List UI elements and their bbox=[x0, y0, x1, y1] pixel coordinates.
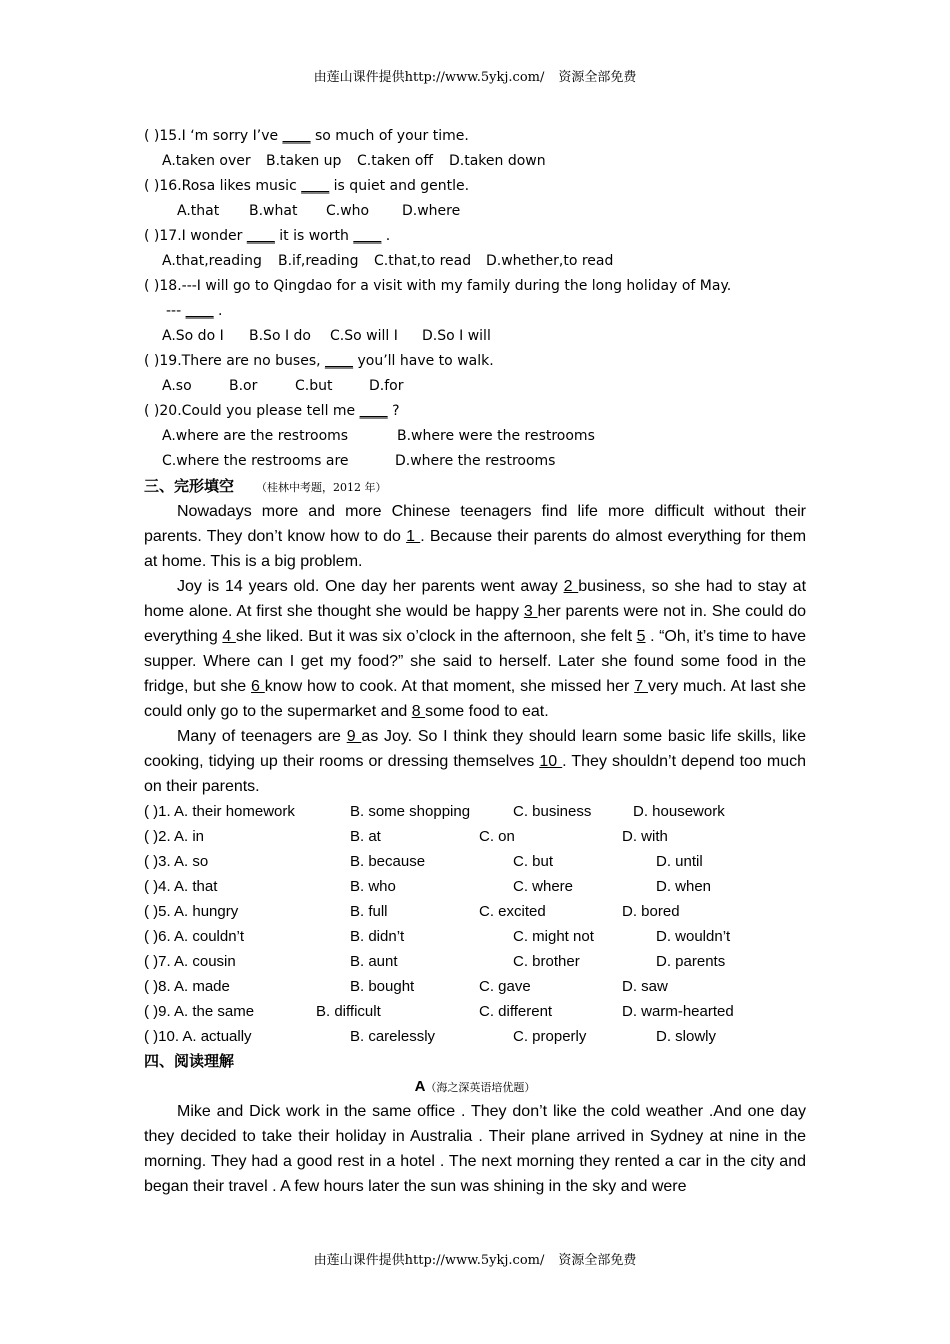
option-c: C.that,to read bbox=[374, 253, 472, 269]
cloze-paragraph-2 bbox=[144, 574, 806, 724]
option-c: C. gave bbox=[479, 978, 531, 995]
option-c: C. different bbox=[479, 1003, 553, 1020]
cloze-paragraph-1 bbox=[144, 499, 806, 574]
answer-blank: ____ bbox=[325, 353, 354, 369]
option-c: C. business bbox=[513, 803, 592, 820]
option-a: ( )9. A. the same bbox=[144, 1003, 255, 1020]
cloze-option-row-3 bbox=[144, 849, 806, 874]
option-a: ( )3. A. so bbox=[144, 853, 209, 870]
option-b: B.taken up bbox=[266, 153, 342, 169]
option-d: D.where bbox=[402, 203, 461, 219]
cloze-paragraph-3 bbox=[144, 724, 806, 799]
option-d: D. slowly bbox=[656, 1028, 717, 1045]
cloze-blank: 9 bbox=[346, 728, 362, 745]
cloze-blank: 3 bbox=[523, 603, 538, 620]
answer-blank: ____ bbox=[246, 228, 275, 244]
question-19 bbox=[144, 349, 806, 374]
option-c: C. but bbox=[513, 853, 554, 870]
question-stem: ( )15.I ‘m sorry I’ve bbox=[144, 128, 283, 144]
cloze-option-row-2 bbox=[144, 824, 806, 849]
option-d: D. parents bbox=[656, 953, 726, 970]
option-d: D.So I will bbox=[422, 328, 491, 344]
option-b: B. full bbox=[350, 903, 388, 920]
option-b: B. who bbox=[350, 878, 396, 895]
option-b: B.So I do bbox=[249, 328, 311, 344]
option-d: D.where the restrooms bbox=[395, 453, 556, 469]
option-c: C.who bbox=[326, 203, 370, 219]
cloze-option-row-10 bbox=[144, 1024, 806, 1049]
question-20-options-cd bbox=[144, 449, 806, 474]
question-20 bbox=[144, 399, 806, 424]
cloze-blank: 8 bbox=[411, 703, 426, 720]
cloze-blank: 4 bbox=[222, 628, 236, 645]
option-c: C. properly bbox=[513, 1028, 587, 1045]
worksheet-content bbox=[144, 124, 806, 1199]
option-b: B.where were the restrooms bbox=[397, 428, 595, 444]
section-title-reading bbox=[144, 1049, 806, 1074]
question-19-options bbox=[144, 374, 806, 399]
option-d: D.whether,to read bbox=[486, 253, 614, 269]
header-suffix: 资源全部免费 bbox=[558, 70, 637, 85]
option-b: B. because bbox=[350, 853, 426, 870]
option-b: B. at bbox=[350, 828, 381, 845]
option-a: ( )6. A. couldn’t bbox=[144, 928, 245, 945]
question-stem: ( )16.Rosa likes music bbox=[144, 178, 302, 194]
cloze-option-row-9 bbox=[144, 999, 806, 1024]
option-d: D. with bbox=[622, 828, 668, 845]
option-a: ( )8. A. made bbox=[144, 978, 230, 995]
cloze-options-list bbox=[144, 799, 806, 1049]
option-d: D. until bbox=[656, 853, 703, 870]
option-d: D. wouldn’t bbox=[656, 928, 731, 945]
passage-text: some food to eat. bbox=[425, 703, 549, 720]
option-c: C. where bbox=[513, 878, 574, 895]
option-a: ( )1. A. their homework bbox=[144, 803, 295, 820]
option-b: B.what bbox=[249, 203, 298, 219]
cloze-blank: 2 bbox=[563, 578, 579, 595]
passage-text: know how to cook. At that moment, she missed her bbox=[264, 678, 635, 695]
cloze-option-row-1 bbox=[144, 799, 806, 824]
option-b: B. didn’t bbox=[350, 928, 405, 945]
option-d: D.taken down bbox=[449, 153, 546, 169]
passage-text: Joy is 14 years old. One day her parents went away bbox=[177, 578, 564, 595]
header-text: 由莲山课件提供http://www.5ykj.com/ bbox=[313, 70, 545, 85]
option-a: ( )5. A. hungry bbox=[144, 903, 239, 920]
cloze-option-row-4 bbox=[144, 874, 806, 899]
option-b: B. some shopping bbox=[350, 803, 471, 820]
option-a: A.that,reading bbox=[162, 253, 262, 269]
cloze-blank: 10 bbox=[539, 753, 563, 770]
option-d: D. saw bbox=[622, 978, 668, 995]
passage-text: as Joy. So I think they should learn some basic life skills, like cooking, tidying up their rooms or dressing themselves bbox=[144, 728, 806, 770]
passage-text: she liked. But it was six o’clock in the afternoon, she felt bbox=[235, 628, 637, 645]
cloze-blank: 1 bbox=[406, 528, 421, 545]
passage-label: A bbox=[414, 1078, 426, 1095]
option-b: B. bought bbox=[350, 978, 415, 995]
question-stem: ( )17.I wonder bbox=[144, 228, 247, 244]
option-b: B. difficult bbox=[316, 1003, 381, 1020]
question-15-options bbox=[144, 149, 806, 174]
question-18-options bbox=[144, 324, 806, 349]
cloze-blank: 7 bbox=[634, 678, 648, 695]
option-c: C. excited bbox=[479, 903, 546, 920]
question-16-options bbox=[144, 199, 806, 224]
question-18 bbox=[144, 274, 806, 299]
question-stem: . bbox=[381, 228, 391, 244]
question-18-reply bbox=[144, 299, 806, 324]
question-16 bbox=[144, 174, 806, 199]
section-note: （桂林中考题，2012 年） bbox=[256, 481, 387, 494]
passage-text: . They shouldn’t depend too much on their parents. bbox=[144, 753, 806, 795]
section-heading: 四、阅读理解 bbox=[144, 1052, 235, 1070]
question-stem: ( )20.Could you please tell me bbox=[144, 403, 360, 419]
question-stem: ( )18.---I will go to Qingdao for a visit with my family during the long holiday of May. bbox=[144, 278, 732, 294]
option-d: D.for bbox=[369, 378, 404, 394]
reading-paragraph: Mike and Dick work in the same office . They don’t like the cold weather .And one day they decided to take their holiday in Australia . Their plane arrived in Sydney at nine in the morning. They had a good rest in a hotel . The next morning they rented a car in the city and began their travel . A few hours later the sun was shining in the sky and were bbox=[144, 1103, 806, 1195]
option-c: C.but bbox=[295, 378, 333, 394]
section-heading: 三、完形填空 bbox=[144, 477, 235, 495]
cloze-option-row-8 bbox=[144, 974, 806, 999]
answer-blank: ____ bbox=[353, 228, 382, 244]
answer-blank: ____ bbox=[185, 303, 214, 319]
cloze-blank: 5 bbox=[636, 628, 646, 645]
passage-text: her parents were not in. She could do everything bbox=[144, 603, 807, 645]
answer-blank: ____ bbox=[282, 128, 311, 144]
question-stem: --- bbox=[166, 303, 186, 319]
option-a: A.taken over bbox=[162, 153, 251, 169]
option-c: C.So will I bbox=[330, 328, 398, 344]
passage-text: . “Oh, it’s time to have supper. Where can I get my food?” she said to herself. Later she found some food in the fridge, but she bbox=[144, 628, 807, 695]
question-stem: is quiet and gentle. bbox=[329, 178, 470, 194]
option-b: B.if,reading bbox=[278, 253, 359, 269]
option-a: ( )4. A. that bbox=[144, 878, 218, 895]
question-stem: it is worth bbox=[274, 228, 354, 244]
footer-suffix: 资源全部免费 bbox=[558, 1253, 637, 1268]
question-17 bbox=[144, 224, 806, 249]
option-a: A.that bbox=[177, 203, 220, 219]
option-a: A.where are the restrooms bbox=[162, 428, 349, 444]
question-20-options-ab bbox=[144, 424, 806, 449]
passage-heading bbox=[144, 1074, 806, 1099]
footer-text: 由莲山课件提供http://www.5ykj.com/ bbox=[313, 1253, 545, 1268]
option-c: C. brother bbox=[513, 953, 580, 970]
option-b: B. carelessly bbox=[350, 1028, 436, 1045]
cloze-option-row-6 bbox=[144, 924, 806, 949]
cloze-option-row-7 bbox=[144, 949, 806, 974]
passage-text: . Because their parents do almost everything for them at home. This is a big problem. bbox=[144, 528, 807, 570]
option-b: B. aunt bbox=[350, 953, 398, 970]
passage-text: very much. At last she could only go to the supermarket and bbox=[144, 678, 807, 720]
option-c: C.where the restrooms are bbox=[162, 453, 349, 469]
page-header bbox=[0, 66, 950, 85]
question-stem: so much of your time. bbox=[310, 128, 469, 144]
passage-note: （海之深英语培优题） bbox=[425, 1081, 536, 1094]
option-c: C.taken off bbox=[357, 153, 434, 169]
question-stem: ? bbox=[387, 403, 400, 419]
cloze-option-row-5 bbox=[144, 899, 806, 924]
option-d: D. housework bbox=[633, 803, 725, 820]
page-footer bbox=[0, 1249, 950, 1268]
passage-text: Nowadays more and more Chinese teenagers find life more difficult without their parents. They don’t know how to do bbox=[144, 503, 806, 545]
option-a: ( )7. A. cousin bbox=[144, 953, 236, 970]
passage-text: business, so she had to stay at home alone. At first she thought she would be happy bbox=[144, 578, 807, 620]
option-d: D. warm-hearted bbox=[622, 1003, 734, 1020]
option-b: B.or bbox=[229, 378, 258, 394]
option-a: A.so bbox=[162, 378, 192, 394]
section-title-cloze bbox=[144, 474, 806, 499]
cloze-blank: 6 bbox=[251, 678, 265, 695]
question-15 bbox=[144, 124, 806, 149]
option-d: D. bored bbox=[622, 903, 680, 920]
passage-text: Many of teenagers are bbox=[177, 728, 347, 745]
answer-blank: ____ bbox=[359, 403, 388, 419]
option-a: ( )10. A. actually bbox=[144, 1028, 252, 1045]
option-d: D. when bbox=[656, 878, 712, 895]
question-17-options bbox=[144, 249, 806, 274]
question-stem: ( )19.There are no buses, bbox=[144, 353, 326, 369]
question-stem: you’ll have to walk. bbox=[353, 353, 494, 369]
option-a: ( )2. A. in bbox=[144, 828, 205, 845]
option-c: C. might not bbox=[513, 928, 594, 945]
option-c: C. on bbox=[479, 828, 515, 845]
option-a: A.So do I bbox=[162, 328, 224, 344]
question-stem: . bbox=[213, 303, 223, 319]
answer-blank: ____ bbox=[301, 178, 330, 194]
